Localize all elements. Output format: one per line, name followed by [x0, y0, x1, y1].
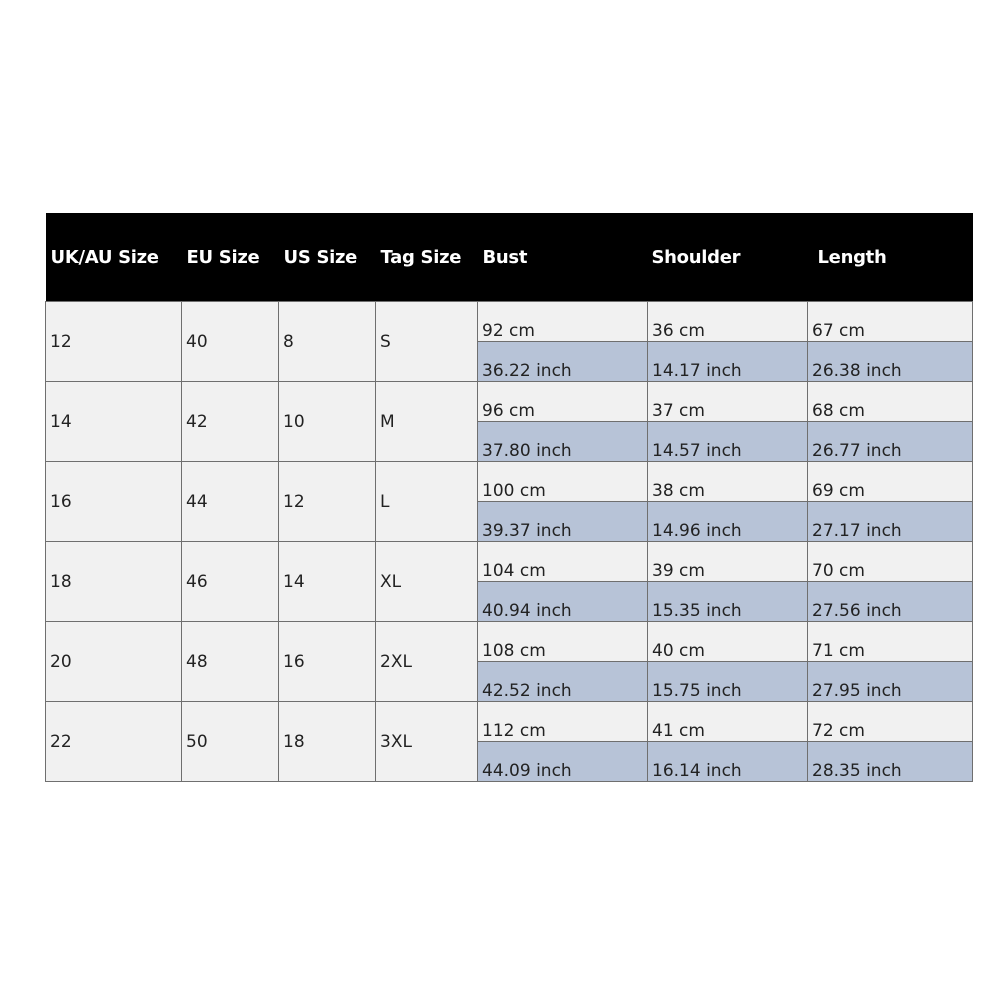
tag-size-cell: S	[376, 302, 478, 382]
length-cm-cell: 71 cm	[808, 622, 973, 662]
us-size-cell: 16	[279, 622, 376, 702]
us-size-cell: 8	[279, 302, 376, 382]
uk-au-size-cell: 20	[46, 622, 182, 702]
length-cm-cell: 72 cm	[808, 702, 973, 742]
shoulder-inch-cell: 14.17 inch	[648, 342, 808, 382]
length-inch-cell: 27.95 inch	[808, 662, 973, 702]
us-size-cell: 10	[279, 382, 376, 462]
eu-size-cell: 50	[182, 702, 279, 782]
bust-cm-cell: 112 cm	[478, 702, 648, 742]
bust-inch-cell: 37.80 inch	[478, 422, 648, 462]
shoulder-inch-cell: 14.57 inch	[648, 422, 808, 462]
bust-inch-cell: 39.37 inch	[478, 502, 648, 542]
shoulder-cm-cell: 37 cm	[648, 382, 808, 422]
tag-size-cell: 2XL	[376, 622, 478, 702]
header-us-size: US Size	[279, 213, 376, 302]
eu-size-cell: 42	[182, 382, 279, 462]
uk-au-size-cell: 14	[46, 382, 182, 462]
shoulder-inch-cell: 16.14 inch	[648, 742, 808, 782]
length-cm-cell: 69 cm	[808, 462, 973, 502]
us-size-cell: 12	[279, 462, 376, 542]
size-row-cm	[46, 302, 973, 342]
uk-au-size-cell: 18	[46, 542, 182, 622]
length-cm-cell: 68 cm	[808, 382, 973, 422]
length-inch-cell: 28.35 inch	[808, 742, 973, 782]
bust-cm-cell: 92 cm	[478, 302, 648, 342]
eu-size-cell: 44	[182, 462, 279, 542]
header-eu-size: EU Size	[182, 213, 279, 302]
bust-inch-cell: 40.94 inch	[478, 582, 648, 622]
bust-inch-cell: 42.52 inch	[478, 662, 648, 702]
size-row-cm	[46, 702, 973, 742]
us-size-cell: 14	[279, 542, 376, 622]
bust-inch-cell: 36.22 inch	[478, 342, 648, 382]
header-uk-au-size: UK/AU Size	[46, 213, 182, 302]
eu-size-cell: 48	[182, 622, 279, 702]
header-row	[46, 213, 973, 302]
shoulder-inch-cell: 14.96 inch	[648, 502, 808, 542]
shoulder-cm-cell: 39 cm	[648, 542, 808, 582]
tag-size-cell: XL	[376, 542, 478, 622]
size-row-cm	[46, 382, 973, 422]
shoulder-cm-cell: 40 cm	[648, 622, 808, 662]
bust-inch-cell: 44.09 inch	[478, 742, 648, 782]
header-shoulder: Shoulder	[648, 213, 808, 302]
header-length: Length	[808, 213, 973, 302]
size-chart-table	[45, 213, 973, 782]
header-bust: Bust	[478, 213, 648, 302]
length-inch-cell: 26.38 inch	[808, 342, 973, 382]
shoulder-inch-cell: 15.35 inch	[648, 582, 808, 622]
size-chart-body	[46, 302, 973, 782]
tag-size-cell: 3XL	[376, 702, 478, 782]
bust-cm-cell: 104 cm	[478, 542, 648, 582]
shoulder-cm-cell: 36 cm	[648, 302, 808, 342]
shoulder-cm-cell: 41 cm	[648, 702, 808, 742]
uk-au-size-cell: 12	[46, 302, 182, 382]
length-cm-cell: 70 cm	[808, 542, 973, 582]
tag-size-cell: M	[376, 382, 478, 462]
bust-cm-cell: 96 cm	[478, 382, 648, 422]
length-inch-cell: 27.17 inch	[808, 502, 973, 542]
header-tag-size: Tag Size	[376, 213, 478, 302]
length-cm-cell: 67 cm	[808, 302, 973, 342]
size-row-cm	[46, 542, 973, 582]
eu-size-cell: 40	[182, 302, 279, 382]
size-row-cm	[46, 622, 973, 662]
us-size-cell: 18	[279, 702, 376, 782]
uk-au-size-cell: 22	[46, 702, 182, 782]
bust-cm-cell: 108 cm	[478, 622, 648, 662]
bust-cm-cell: 100 cm	[478, 462, 648, 502]
eu-size-cell: 46	[182, 542, 279, 622]
shoulder-cm-cell: 38 cm	[648, 462, 808, 502]
size-row-cm	[46, 462, 973, 502]
tag-size-cell: L	[376, 462, 478, 542]
uk-au-size-cell: 16	[46, 462, 182, 542]
shoulder-inch-cell: 15.75 inch	[648, 662, 808, 702]
length-inch-cell: 26.77 inch	[808, 422, 973, 462]
length-inch-cell: 27.56 inch	[808, 582, 973, 622]
